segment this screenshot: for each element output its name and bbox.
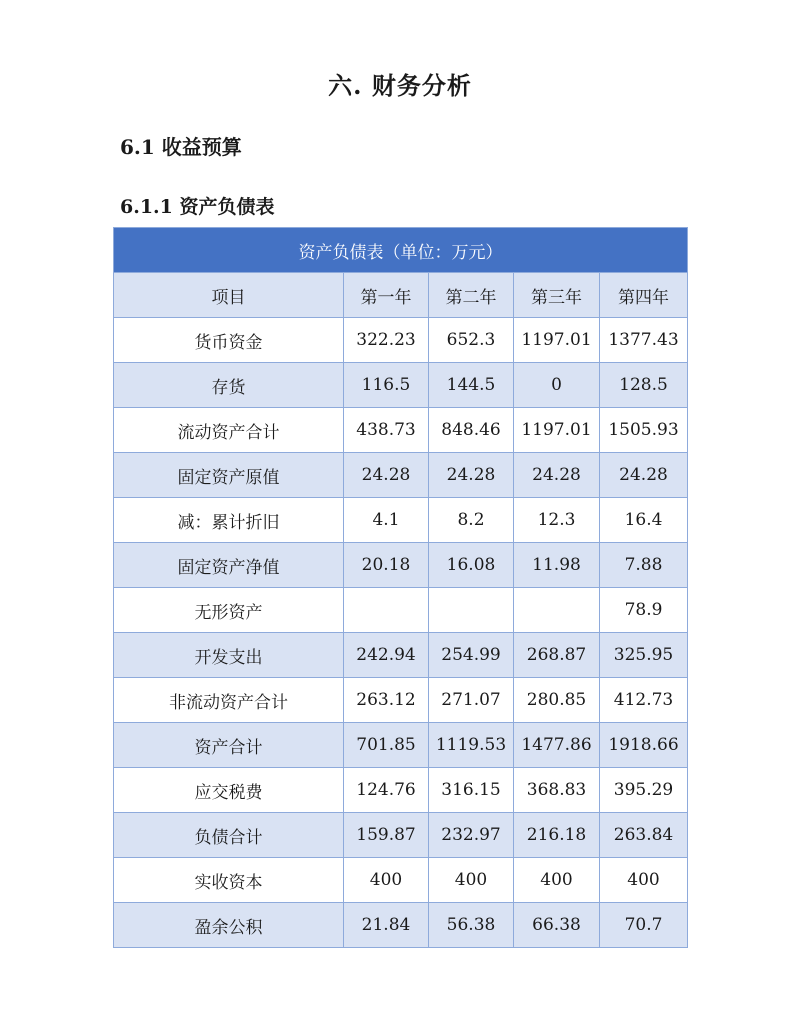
row-label: 减：累计折旧	[114, 498, 344, 543]
column-header-year1: 第一年	[344, 273, 429, 318]
table-row	[114, 813, 688, 858]
table-row	[114, 858, 688, 903]
table-cell: 0	[514, 363, 600, 408]
column-header-year4: 第四年	[600, 273, 688, 318]
row-label: 固定资产净值	[114, 543, 344, 588]
table-cell: 21.84	[344, 903, 429, 948]
table-cell: 316.15	[429, 768, 514, 813]
section-title: 6.1 收益预算	[120, 135, 242, 159]
table-cell: 8.2	[429, 498, 514, 543]
row-label: 无形资产	[114, 588, 344, 633]
table-cell: 322.23	[344, 318, 429, 363]
row-label: 应交税费	[114, 768, 344, 813]
table-cell: 701.85	[344, 723, 429, 768]
table-cell: 12.3	[514, 498, 600, 543]
table-cell: 116.5	[344, 363, 429, 408]
table-caption-row	[114, 228, 688, 273]
table-cell: 263.84	[600, 813, 688, 858]
table-cell: 242.94	[344, 633, 429, 678]
row-label: 开发支出	[114, 633, 344, 678]
table-row	[114, 453, 688, 498]
table-cell: 7.88	[600, 543, 688, 588]
row-label: 流动资产合计	[114, 408, 344, 453]
table-cell: 1505.93	[600, 408, 688, 453]
table-row	[114, 543, 688, 588]
table-row	[114, 678, 688, 723]
table-cell: 1197.01	[514, 318, 600, 363]
table-cell: 1477.86	[514, 723, 600, 768]
table-cell: 1119.53	[429, 723, 514, 768]
table-cell: 268.87	[514, 633, 600, 678]
subsection-title: 6.1.1 资产负债表	[120, 196, 275, 218]
table-cell: 78.9	[600, 588, 688, 633]
table-cell: 124.76	[344, 768, 429, 813]
table-cell: 438.73	[344, 408, 429, 453]
table-cell: 1918.66	[600, 723, 688, 768]
row-label: 非流动资产合计	[114, 678, 344, 723]
table-cell: 56.38	[429, 903, 514, 948]
table-cell: 254.99	[429, 633, 514, 678]
table-cell: 400	[344, 858, 429, 903]
table-cell: 4.1	[344, 498, 429, 543]
table-row	[114, 633, 688, 678]
chapter-title: 六. 财务分析	[328, 71, 472, 100]
table-cell: 652.3	[429, 318, 514, 363]
table-row	[114, 903, 688, 948]
table-cell: 271.07	[429, 678, 514, 723]
table-cell: 144.5	[429, 363, 514, 408]
balance-sheet-table	[113, 227, 688, 948]
row-label: 实收资本	[114, 858, 344, 903]
table-cell	[344, 588, 429, 633]
table-cell: 24.28	[344, 453, 429, 498]
table-row	[114, 318, 688, 363]
table-cell: 20.18	[344, 543, 429, 588]
table-cell	[429, 588, 514, 633]
row-label: 盈余公积	[114, 903, 344, 948]
table-cell	[514, 588, 600, 633]
table-cell: 24.28	[600, 453, 688, 498]
table-caption: 资产负债表（单位：万元）	[114, 228, 688, 273]
table-cell: 395.29	[600, 768, 688, 813]
table-cell: 325.95	[600, 633, 688, 678]
table-cell: 1197.01	[514, 408, 600, 453]
table-cell: 128.5	[600, 363, 688, 408]
row-label: 负债合计	[114, 813, 344, 858]
table-cell: 412.73	[600, 678, 688, 723]
table-cell: 368.83	[514, 768, 600, 813]
table-cell: 11.98	[514, 543, 600, 588]
table-header-row	[114, 273, 688, 318]
table-row	[114, 588, 688, 633]
column-header-item: 项目	[114, 273, 344, 318]
table-cell: 16.4	[600, 498, 688, 543]
table-row	[114, 498, 688, 543]
table-row	[114, 363, 688, 408]
table-cell: 24.28	[429, 453, 514, 498]
table-cell: 66.38	[514, 903, 600, 948]
table-cell: 159.87	[344, 813, 429, 858]
table-cell: 70.7	[600, 903, 688, 948]
table-body	[114, 318, 688, 948]
table-cell: 400	[600, 858, 688, 903]
table-cell: 232.97	[429, 813, 514, 858]
row-label: 资产合计	[114, 723, 344, 768]
table-cell: 400	[429, 858, 514, 903]
table-row	[114, 768, 688, 813]
table-cell: 16.08	[429, 543, 514, 588]
table-cell: 24.28	[514, 453, 600, 498]
column-header-year2: 第二年	[429, 273, 514, 318]
row-label: 固定资产原值	[114, 453, 344, 498]
table-row	[114, 408, 688, 453]
table-cell: 280.85	[514, 678, 600, 723]
row-label: 货币资金	[114, 318, 344, 363]
table-cell: 216.18	[514, 813, 600, 858]
table-cell: 400	[514, 858, 600, 903]
table-row	[114, 723, 688, 768]
table-cell: 1377.43	[600, 318, 688, 363]
table-cell: 848.46	[429, 408, 514, 453]
row-label: 存货	[114, 363, 344, 408]
table-cell: 263.12	[344, 678, 429, 723]
column-header-year3: 第三年	[514, 273, 600, 318]
